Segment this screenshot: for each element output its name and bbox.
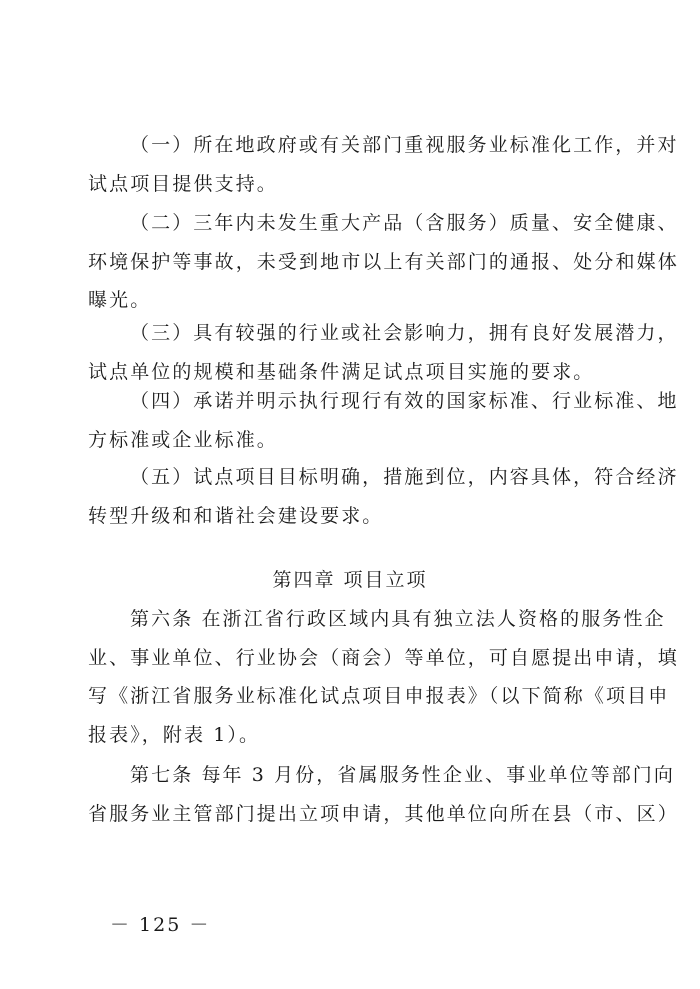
text-line: 业、事业单位、行业协会（商会）等单位，可自愿提出申请，填 (88, 646, 679, 669)
text-line: 环境保护等事故，未受到地市以上有关部门的通报、处分和媒体 (88, 250, 679, 273)
paragraph-1 (88, 126, 679, 203)
text-line: （四）承诺并明示执行现行有效的国家标准、行业标准、地 (130, 390, 679, 412)
text-line: 报表》，附表 1）。 (88, 723, 261, 746)
text-line: 试点项目提供支持。 (88, 172, 278, 195)
text-line: 方标准或企业标准。 (88, 428, 278, 451)
text-line: 第六条 在浙江省行政区域内具有独立法人资格的服务性企 (130, 608, 666, 630)
text-line: 转型升级和和谐社会建设要求。 (88, 504, 384, 527)
paragraph-2 (88, 204, 679, 320)
article-6 (88, 600, 679, 754)
text-line: 省服务业主管部门提出立项申请，其他单位向所在县（市、区） (88, 802, 679, 825)
chapter-heading: 第四章 项目立项 (272, 569, 428, 591)
text-line: 第七条 每年 3 月份，省属服务性企业、事业单位等部门向 (130, 764, 676, 786)
text-line: 写《浙江省服务业标准化试点项目申报表》（以下简称《项目申 (88, 685, 670, 707)
text-line: （二）三年内未发生重大产品（含服务）质量、安全健康、 (130, 212, 679, 234)
page-number: － 125 － (110, 914, 211, 936)
text-line: （五）试点项目目标明确，措施到位，内容具体，符合经济 (130, 466, 679, 488)
paragraph-3 (88, 314, 679, 391)
text-line: 试点单位的规模和基础条件满足试点项目实施的要求。 (88, 360, 595, 383)
text-line: 曝光。 (88, 289, 152, 311)
text-line: （一）所在地政府或有关部门重视服务业标准化工作，并对 (130, 134, 679, 156)
text-line: （三）具有较强的行业或社会影响力，拥有良好发展潜力， (130, 322, 679, 344)
paragraph-4 (88, 382, 679, 459)
article-7 (88, 756, 679, 833)
paragraph-5 (88, 458, 679, 535)
